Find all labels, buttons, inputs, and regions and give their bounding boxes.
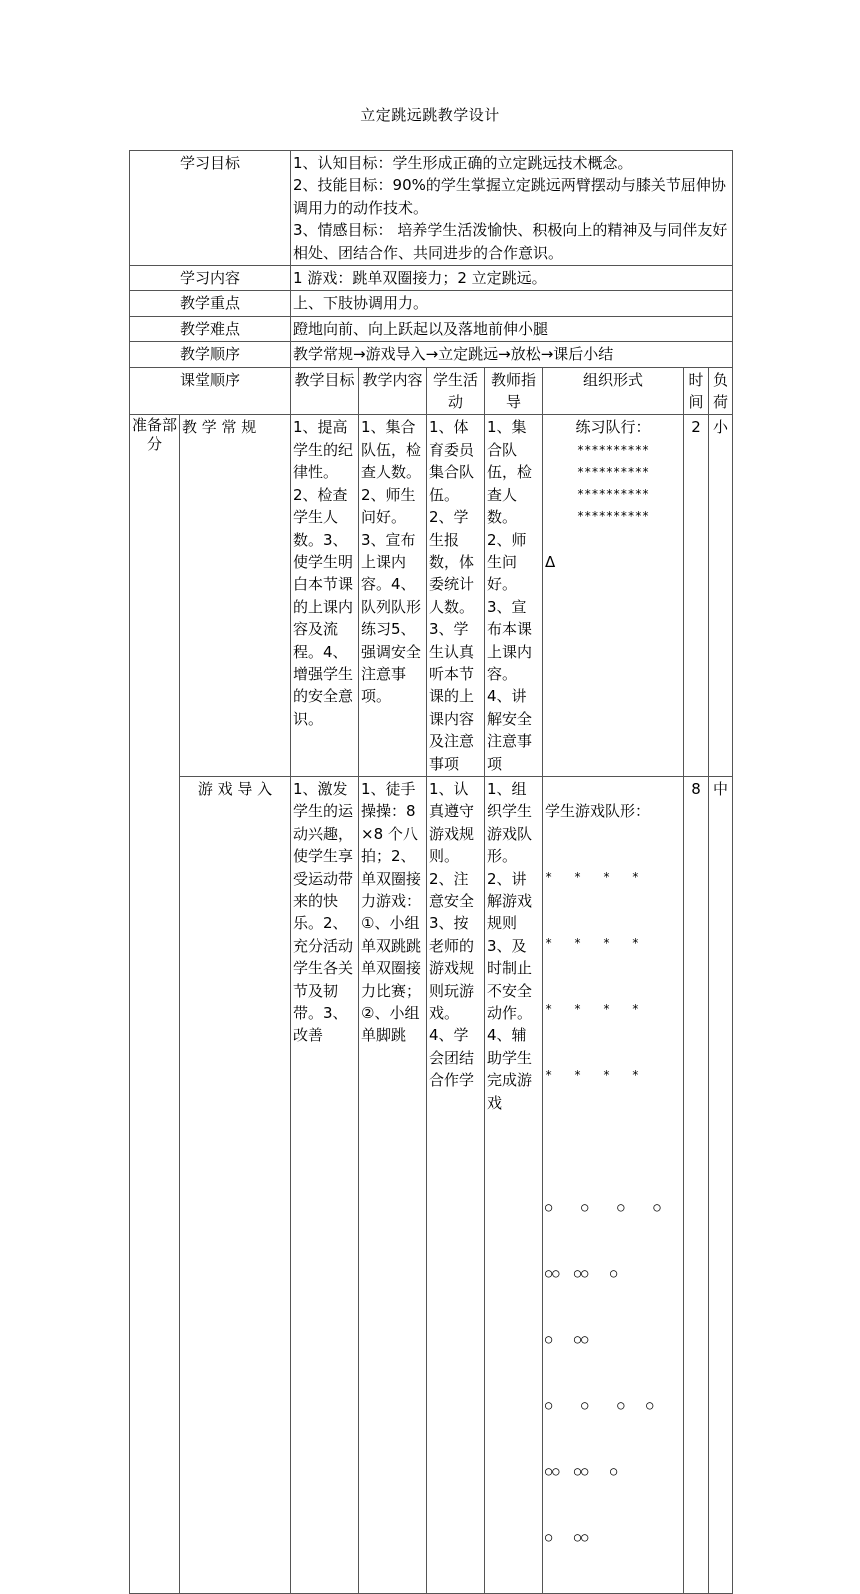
col-header-student: 学生活动 xyxy=(427,367,485,415)
label-learning-goals: 学习目标 xyxy=(130,151,291,266)
routine-org-row: ********** xyxy=(576,486,650,501)
col-header-teacher: 教师指导 xyxy=(485,367,543,415)
col-header-order: 课堂顺序 xyxy=(130,367,291,415)
game-org-title: 学生游戏队形： xyxy=(545,801,651,820)
routine-student: 1、体育委员集合队伍。2、学生报数，体委统计人数。3、学生认真听本节课的上课内容及注意事项 xyxy=(427,415,485,777)
game-org-row: * * * * xyxy=(545,936,639,951)
routine-org-row: ********** xyxy=(576,508,650,523)
routine-org-row: ********** xyxy=(576,464,650,479)
col-header-load: 负荷 xyxy=(709,367,733,415)
game-org-row: ○○ ○○ ○ xyxy=(545,1266,618,1281)
goal-skill: 2、技能目标：90%的学生掌握立定跳远两臂摆动与膝关节屈伸协调用力的动作技术。 xyxy=(293,176,726,217)
game-org xyxy=(543,776,684,1593)
game-org-row: ○ ○○ xyxy=(545,1530,589,1545)
row-learning-goals xyxy=(130,151,733,266)
col-header-org: 组织形式 xyxy=(543,367,684,415)
game-teacher: 1、组织学生游戏队形。2、讲解游戏规则3、及时制止不安全动作。4、辅助学生完成游戏 xyxy=(485,776,543,1593)
game-time: 8 xyxy=(684,776,709,1593)
routine-content: 1、集合队伍，检查人数。2、师生问好。3、宣布上课内容。4、队列队形练习5、强调安全注意事项。 xyxy=(359,415,427,777)
label-key-point: 教学重点 xyxy=(130,291,291,316)
learning-content-value: 1 游戏：跳单双圈接力；2 立定跳远。 xyxy=(291,266,733,291)
game-student: 1、认真遵守游戏规则。2、注意安全3、按老师的游戏规则玩游戏。4、学会团结合作学 xyxy=(427,776,485,1593)
game-org-row xyxy=(545,1130,681,1152)
routine-teacher: 1、集合队伍，检查人数。2、师生问好。3、宣布本课上课内容。4、讲解安全注意事项 xyxy=(485,415,543,777)
col-header-goal: 教学目标 xyxy=(291,367,359,415)
routine-org-formation xyxy=(545,416,681,526)
routine-org-row: ********** xyxy=(576,442,650,457)
routine-load: 小 xyxy=(709,415,733,777)
part-label-cell xyxy=(130,415,180,1594)
label-teaching-order: 教学顺序 xyxy=(130,342,291,367)
game-org-row: ○ ○ ○ ○ xyxy=(545,1398,654,1413)
game-org-row: * * * * xyxy=(545,870,639,885)
row-difficulty xyxy=(130,316,733,341)
goal-emotion: 3、情感目标： 培养学生活泼愉快、积极向上的精神及与同伴友好相处、团结合作、共同进步的合作意识。 xyxy=(293,221,728,262)
label-difficulty: 教学难点 xyxy=(130,316,291,341)
game-org-row: * * * * xyxy=(545,1068,639,1083)
routine-org-title: 练习队行： xyxy=(575,418,651,437)
key-point-value: 上、下肢协调用力。 xyxy=(291,291,733,316)
row-column-headers xyxy=(130,367,733,415)
col-header-content: 教学内容 xyxy=(359,367,427,415)
game-org-row: ○ ○○ xyxy=(545,1332,589,1347)
game-org-row: * * * * xyxy=(545,1002,639,1017)
lesson-plan-table xyxy=(129,150,733,1594)
teaching-order-value: 教学常规→游戏导入→立定跳远→放松→课后小结 xyxy=(291,342,733,367)
goal-cognitive: 1、认知目标：学生形成正确的立定跳远技术概念。 xyxy=(293,154,633,172)
game-org-row: ○ ○ ○ ○ xyxy=(545,1200,661,1215)
part-label: 准备部分 xyxy=(132,416,178,454)
section-name-game: 游 戏 导 入 xyxy=(180,776,291,1593)
col-header-time: 时间 xyxy=(684,367,709,415)
game-org-formation xyxy=(545,822,681,1592)
label-learning-content: 学习内容 xyxy=(130,266,291,291)
routine-goal: 1、提高学生的纪律性。2、检查学生人数。3、使学生明白本节课的上课内容及流程。4、增强学生的安全意识。 xyxy=(291,415,359,777)
game-goal: 1、激发学生的运动兴趣，使学生享受运动带来的快乐。2、充分活动学生各关节及韧带。3、改善 xyxy=(291,776,359,1593)
row-section-game xyxy=(130,776,733,1593)
learning-goals-value xyxy=(291,151,733,266)
routine-time: 2 xyxy=(684,415,709,777)
section-name-routine: 教 学 常 规 xyxy=(180,415,291,777)
document-title: 立定跳远跳教学设计 xyxy=(360,106,500,124)
row-key-point xyxy=(130,291,733,316)
difficulty-value: 蹬地向前、向上跃起以及落地前伸小腿 xyxy=(291,316,733,341)
teacher-position-mark: Δ xyxy=(545,552,556,571)
game-load: 中 xyxy=(709,776,733,1593)
game-content: 1、徒手操操：8×8 个八拍；2、单双圈接力游戏：①、小组单双跳跳单双圈接力比赛；②、小组单脚跳 xyxy=(359,776,427,1593)
row-teaching-order xyxy=(130,342,733,367)
row-section-routine xyxy=(130,415,733,777)
game-org-row: ○○ ○○ ○ xyxy=(545,1464,618,1479)
routine-org xyxy=(543,415,684,777)
row-learning-content xyxy=(130,266,733,291)
